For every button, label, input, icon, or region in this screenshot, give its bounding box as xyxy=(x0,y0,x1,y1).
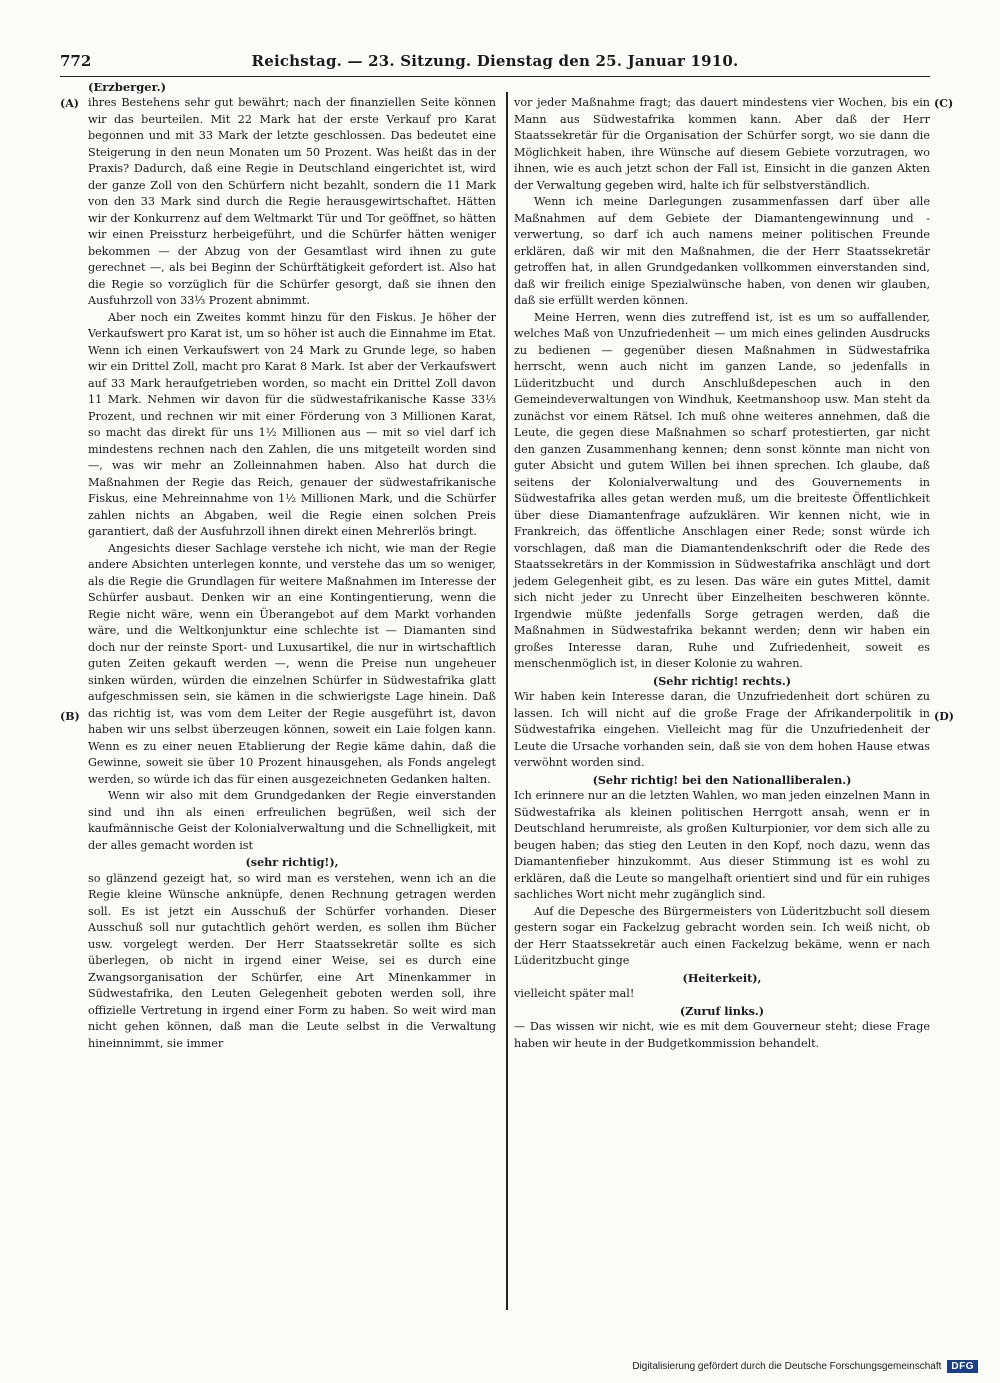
paragraph: ihres Bestehens sehr gut bewährt; nach der finanziellen Seite können wir das beurteilen. Mit 22 Mark hat der erste Verkauf pro Karat begonnen und mit 33 Mark der letzte geschlossen. Das bedeutet eine Steigerung in den neun Monaten um 50 Prozent. Was heißt das in der Praxis? Dadurch, daß eine Regie in Deutschland eingerichtet ist, wird der ganze Zoll von den Schürfern nicht bezahlt, sondern die 11 Mark von den 33 Mark sind durch die Regie herausgewirtschaftet. Hätten wir der Konkurrenz auf dem Weltmarkt Tür und Tor geöffnet, so hätten wir einen Preissturz herbeigeführt, und die Schürfer hätten weniger bekommen — der Abzug von der Gesamtlast wird ihnen zu gute gerechnet —, als bei Beginn der Schürftätigkeit gefordert ist. Also hat die Regie so vorzüglich für die Schürfer gesorgt, daß sie ihnen den Ausfuhrzoll von 33⅓ Prozent abnimmt. xyxy=(88,96,496,307)
running-title: Reichstag. — 23. Sitzung. Dienstag den 25. Januar 1910. xyxy=(251,52,739,70)
page-header xyxy=(60,52,930,77)
right-column xyxy=(514,95,930,1052)
paragraph: Wir haben kein Interesse daran, die Unzufriedenheit dort schüren zu lassen. Ich will nicht auf die große Frage der Afrikanderpolitik in Südwestafrika eingehen. Vielleicht mag für die Unzufriedenheit der Leute die Ursache vorhanden sein, daß sie von dem hohen Hause etwas verwöhnt worden sind. xyxy=(514,690,930,769)
paragraph: vor jeder Maßnahme fragt; das dauert mindestens vier Wochen, bis ein Mann aus Südwestafrika kommen kann. Aber daß der Herr Staatssekretär für die Organisation der Schürfer sorgt, wo sie dann die Möglichkeit haben, ihre Wünsche auf diesem Gebiete vorzutragen, wo ihnen, wie es auch jetzt schon der Fall ist, Einsicht in die ganzen Akten der Verwaltung gegeben wird, halte ich für selbstverständlich. xyxy=(514,96,930,192)
paragraph: Auf die Depesche des Bürgermeisters von Lüderitzbucht soll diesem gestern sogar ein Fackelzug gebracht worden sein. Ich weiß nicht, ob der Herr Staatssekretär auch einen Fackelzug bekäme, wenn er nach Lüderitzbucht ginge xyxy=(514,904,930,967)
paragraph: Ich erinnere nur an die letzten Wahlen, wo man jeden einzelnen Mann in Südwestafrika als kleinen politischen Herrgott ansah, wenn er in Deutschland herumreiste, als großen Kulturpionier, vor dem sich alle zu beugen haben; das stieg den Leuten in den Kopf, noch dazu, wenn das Diamantenfieber hinzukommt. Aus dieser Stimmung ist es wohl zu erklären, daß die Leute so mangelhaft orientiert sind und für ein ruhiges sachliches Wort nicht mehr zugänglich sind. xyxy=(514,789,930,901)
interjection: (Heiterkeit), xyxy=(682,970,762,985)
interjection: (Zuruf links.) xyxy=(679,1003,765,1018)
margin-marker-a: (A) xyxy=(60,97,79,110)
digitization-footer xyxy=(632,1360,978,1373)
speaker-name: (Erzberger.) xyxy=(88,80,167,94)
interjection: (Sehr richtig! bei den Nationalliberalen.) xyxy=(592,772,852,787)
footer-text: Digitalisierung gefördert durch die Deutsche Forschungsgemeinschaft xyxy=(632,1361,942,1372)
interjection: (Sehr richtig! rechts.) xyxy=(652,673,792,688)
paragraph: Wenn wir also mit dem Grundgedanken der Regie einverstanden sind und ihn als einen erfreulichen begrüßen, weil sich der kaufmännische Geist der Kolonialverwaltung und die Schnelligkeit, mit der alles gemacht worden ist xyxy=(88,789,496,852)
dfg-logo-icon: DFG xyxy=(947,1360,978,1373)
margin-marker-b: (B) xyxy=(60,710,80,723)
paragraph: Aber noch ein Zweites kommt hinzu für den Fiskus. Je höher der Verkaufswert pro Karat ist, um so höher ist auch die Einnahme im Etat. Wenn ich einen Verkaufswert von 24 Mark zu Grunde lege, so haben wir ein Drittel Zoll, macht pro Karat 8 Mark. Ist aber der Verkaufswert auf 33 Mark heraufgetrieben worden, so macht ein Drittel Zoll davon 11 Mark. Nehmen wir davon für die südwestafrikanische Kasse 33⅓ Prozent, und rechnen wir mit einer Förderung von 3 Millionen Karat, so macht das direkt für uns 1½ Millionen aus — mit so viel darf ich mindestens rechnen nach den Zahlen, die uns mitgeteilt worden sind —, was wir mehr an Zolleinnahmen haben. Also hat durch die Maßnahmen der Regie das Reich, genauer der südwestafrikanische Fiskus, eine Mehreinnahme von 1½ Millionen Mark, und die Schürfer zahlen nichts an Abgaben, weil die Regie einen solchen Preis garantiert, daß der Ausfuhrzoll ihnen direkt einen Mehrerlös bringt. xyxy=(88,310,496,538)
interjection: (sehr richtig!), xyxy=(245,855,339,869)
margin-marker-d: (D) xyxy=(934,710,954,723)
paragraph: — Das wissen wir nicht, wie es mit dem Gouverneur steht; diese Frage haben wir heute in der Budgetkommission behandelt. xyxy=(514,1020,930,1050)
paragraph: Meine Herren, wenn dies zutreffend ist, ist es um so auffallender, welches Maß von Unzufriedenheit — um mich eines gelinden Ausdrucks zu bedienen — gegenüber diesen Maßnahmen in Südwestafrika herrscht, wenn auch nicht im ganzen Lande, so jedenfalls in Lüderitzbucht und durch Anschlußdepeschen auch in den Gemeindeverwaltungen von Windhuk, Keetmanshoop usw. Man steht da zunächst vor einem Rätsel. Ich muß ohne weiteres annehmen, daß die Leute, die gegen diese Maßnahmen so scharf protestierten, gar nicht den ganzen Zusammenhang kennen; denn sonst könnte man nicht von guter Absicht und gutem Willen bei ihnen sprechen. Ich glaube, daß seitens der Kolonialverwaltung und des Gouvernements in Südwestafrika alles getan werden muß, um die breiteste Öffentlichkeit über diese Diamantenfrage aufzuklären. Wir kennen nicht, wie in Frankreich, das öffentliche Anschlagen einer Rede; sonst würde ich vorschlagen, daß man die Diamantendenkschrift oder die Rede des Staatssekretärs in der Kommission in Südwestafrika anschlägt und dort jedem Gelegenheit gibt, es zu lesen. Das wäre ein gutes Mittel, damit sich nicht jeder zu Unrecht über Einzelheiten beschweren könnte. Irgendwie müßte jedenfalls Sorge getragen werden, daß die Maßnahmen in Südwestafrika bekannt werden; denn wir haben ein großes Interesse daran, Ruhe und Zufriedenheit, soweit es menschenmöglich ist, in dieser Kolonie zu wahren. xyxy=(514,310,930,670)
paragraph: vielleicht später mal! xyxy=(514,987,635,1000)
left-column xyxy=(88,95,496,1052)
paragraph: Angesichts dieser Sachlage verstehe ich nicht, wie man der Regie andere Absichten unterlegen konnte, und verstehe das um so weniger, als die Regie die Grundlagen für weitere Maßnahmen im Interesse der Schürfer ausbaut. Denken wir an eine Kontingentierung, wenn die Regie nicht wäre, wenn ein Überangebot auf dem Markt vorhanden wäre, und die Weltkonjunktur eine schlechte ist — Diamanten sind doch nur der reinste Sport- und Luxusartikel, die nur in wirtschaftlich guten Zeiten gekauft werden —, wenn die Preise nun ungeheuer sinken würden, würden die einzelnen Schürfer in Südwestafrika glatt aufgeschmissen sein, sie kämen in die schwierigste Lage hinein. Daß das richtig ist, was vom dem Leiter der Regie ausgeführt ist, davon haben wir uns selbst überzeugen können, soweit ein Laie folgen kann. Wenn es zu einer neuen Etablierung der Regie käme dahin, daß die Gewinne, soweit sie über 10 Prozent hinausgehen, als Fonds angelegt werden, so würde ich das für einen ausgezeichneten Gedanken halten. xyxy=(88,541,496,786)
paragraph: Wenn ich meine Darlegungen zusammenfassen darf über alle Maßnahmen auf dem Gebiete der Diamantengewinnung und -verwertung, so darf ich auch namens meiner politischen Freunde erklären, daß wir mit den Maßnahmen, die der Herr Staatssekretär getroffen hat, in allen Grundgedanken vollkommen einverstanden sind, daß wir freilich einige Spezialwünsche haben, von denen wir glauben, daß sie erfüllt werden können. xyxy=(514,195,930,307)
page-number: 772 xyxy=(60,52,92,70)
margin-marker-c: (C) xyxy=(934,97,954,110)
column-divider xyxy=(506,92,508,1310)
paragraph: so glänzend gezeigt hat, so wird man es verstehen, wenn ich an die Regie kleine Wünsche anknüpfe, denen Rechnung getragen werden soll. Es ist jetzt ein Ausschuß der Schürfer vorhanden. Dieser Ausschuß soll nur gutachtlich gehört werden, es sollen ihm Bücher usw. vorgelegt werden. Der Herr Staatssekretär sollte es sich überlegen, ob nicht in irgend einer Weise, sei es durch eine Zwangsorganisation der Schürfer, eine Art Minenkammer in Südwestafrika, den Leuten Gelegenheit geboten werden soll, ihre offizielle Vertretung in irgend einer Form zu haben. So weit wird man nicht gehen können, daß man die Leute selbst in die Verwaltung hineinnimmt, sie immer xyxy=(88,871,496,1050)
